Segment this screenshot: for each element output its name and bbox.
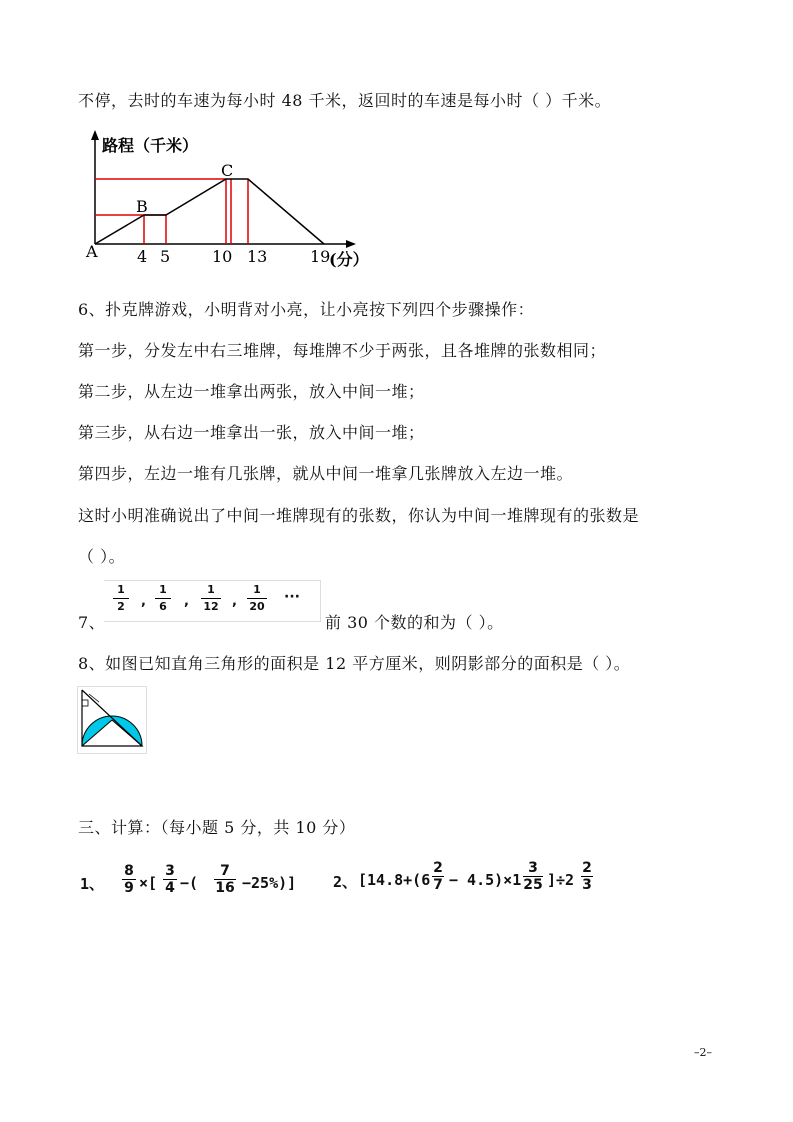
tick-5: 5 [160,247,171,266]
q8-text: 8、如图已知直角三角形的面积是 12 平方厘米，则阴影部分的面积是（ ）。 [78,654,631,673]
q6-step2: 第二步，从左边一堆拿出两张，放入中间一堆； [78,382,425,401]
q7-ellipsis: ··· [284,589,300,605]
q7-fraction: 1 20 [247,583,267,614]
q7-fraction: 1 2 [113,583,129,614]
q6-question: 这时小明准确说出了中间一堆牌现有的张数，你认为中间一堆牌现有的张数是 [78,506,640,525]
q7-sep: , [141,594,146,609]
calc2-fraction: 2 3 [582,860,592,893]
section-3-heading: 三、计算：（每小题 5 分，共 10 分） [78,818,356,837]
q6-step1: 第一步，分发左中右三堆牌，每堆牌不少于两张，且各堆牌的张数相同； [78,341,607,360]
y-axis-arrow [91,130,99,140]
calc2-fraction: 3 25 [523,860,543,893]
tick-10: 10 [212,247,233,266]
q6-step4: 第四步，左边一堆有几张牌，就从中间一堆拿几张牌放入左边一堆。 [78,464,574,483]
calc1-operator: −( [180,874,199,892]
calc2-operator: ]÷2 [547,871,575,889]
distance-path [95,179,324,244]
q7-sep: , [232,594,237,609]
tick-4: 4 [137,247,148,266]
q8-triangle-figure [77,686,147,754]
q7-sep: , [184,594,189,609]
q6-intro: 6、扑克牌游戏，小明背对小亮，让小亮按下列四个步骤操作： [78,300,535,319]
x-unit: (分） [329,250,369,269]
calc1-number: 1、 [80,875,105,893]
calc1-operator: ×[ [139,874,158,892]
q6-step3: 第三步，从右边一堆拿出一张，放入中间一堆； [78,423,425,442]
calc2-fraction: 2 7 [433,860,443,893]
point-a-label: A [86,242,98,261]
point-b-label: B [136,197,148,216]
q5-text: 不停，去时的车速为每小时 48 千米，返回时的车速是每小时（ ）千米。 [78,91,612,110]
page-number: –2– [694,1046,712,1059]
calc1-operator: −25%)] [242,874,297,892]
tick-13: 13 [247,247,268,266]
q7-fraction: 1 12 [201,583,221,614]
calc1-fraction: 7 16 [215,863,235,896]
calc1-fraction: 8 9 [122,864,136,895]
calc1-fraction: 3 4 [163,864,177,895]
q7-prefix: 7、 [78,613,106,632]
q7-suffix: 前 30 个数的和为（ ）。 [325,613,504,632]
q7-fraction: 1 6 [155,583,171,614]
q6-blank: （ ）。 [78,547,126,566]
calc2-operator: [14.8+(6 [358,871,431,889]
tick-19: 19 [310,247,331,266]
calc2-number: 2、 [333,873,358,891]
graph-ylabel: 路程（千米） [102,136,199,155]
calc2-operator: − 4.5)×1 [449,871,522,889]
point-c-label: C [221,161,234,180]
